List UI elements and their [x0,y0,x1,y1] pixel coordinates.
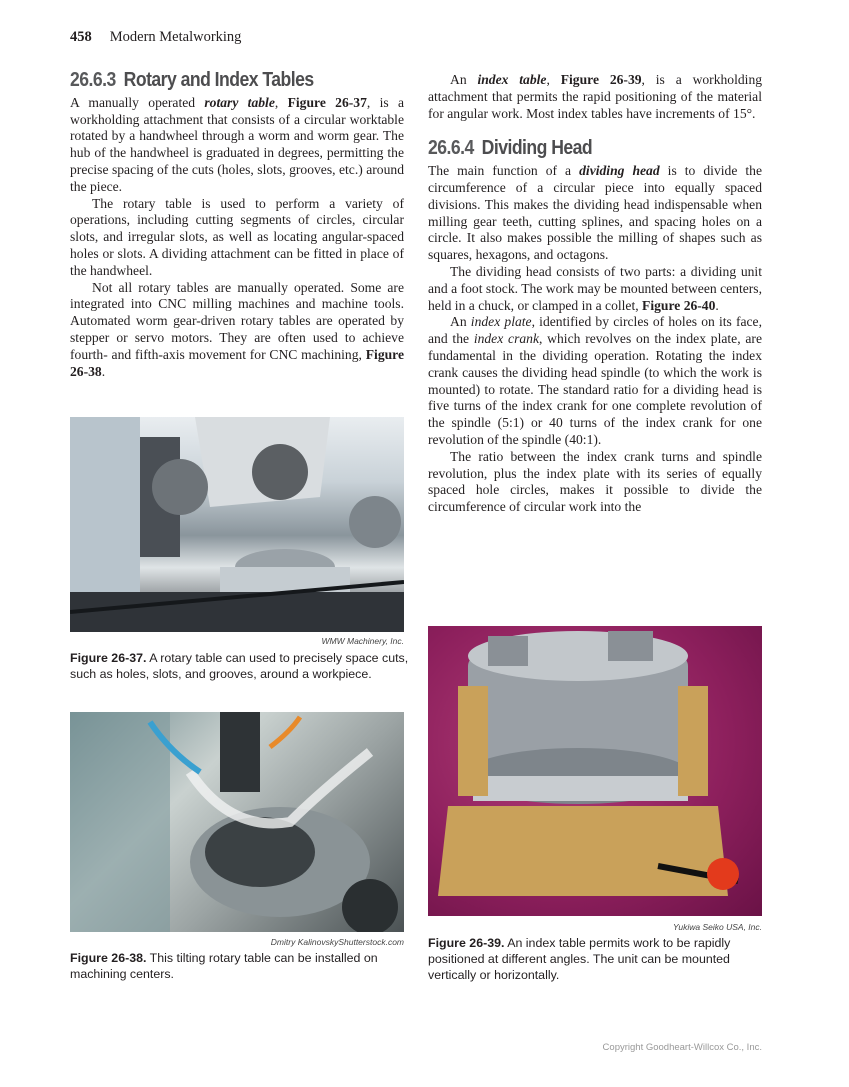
text-run: . [101,363,106,379]
heading-title: Dividing Head [481,137,593,160]
text-run: An [450,314,471,330]
figure-reference: Figure 26-38 [70,346,404,379]
figure-26-37-image [70,417,404,632]
text-run: , [274,94,288,110]
figure-26-39-image [428,626,762,916]
caption-text: A rotary table can used to precisely space cuts, such as holes, slots, and grooves, around a workpiece. [70,651,409,681]
body-paragraph [428,72,762,122]
running-header [70,29,241,46]
key-term: index plate [470,314,532,330]
key-term: index table [477,72,547,87]
text-run: The main function of a [428,163,580,179]
text-run: , is a workholding attachment that permits the rapid positioning of the material for angular work. Most index tables have increments of 15°. [428,72,763,121]
right-column [428,72,762,516]
section-heading-26-6-4 [428,137,722,160]
tilting-rotary-table-photo [70,712,404,932]
text-run: , is a workholding attachment that consists of a circular worktable rotated by a handwheel through a worm and worm gear. The hub of the handwheel is graduated in degrees, permitting the precise spacing of the cuts (holes, slots, grooves, etc.) around the piece. [70,94,405,194]
figure-26-38-caption [70,951,410,983]
figure-26-37-caption [70,651,410,683]
text-run: The rotary table is used to perform a variety of operations, including cutting segments of circles, circular slots, and irregular slots, as well as locating angular-spaced holes or slots. A dividing attachment can be fitted in place of the handwheel. [70,195,404,278]
heading-number: 26.6.3 [70,69,116,91]
figure-reference: Figure 26-39 [560,72,642,87]
left-body [70,95,404,381]
copyright-notice: Copyright Goodheart-Willcox Co., Inc. [602,1042,762,1053]
figure-label: Figure 26-37. [70,651,147,665]
text-run: The ratio between the index crank turns and spindle revolution, plus the index plate with its series of equally spaced hole circles, makes it possible to divide the circumference of circular work into the [428,448,762,515]
text-run: , [546,72,561,87]
left-column [70,69,405,380]
figure-label: Figure 26-38. [70,951,147,965]
index-table-photo [428,626,762,916]
body-paragraph [428,314,762,448]
key-term: dividing head [579,163,660,179]
figure-26-38-image [70,712,404,932]
page-number: 458 [70,29,92,45]
text-run: . [715,297,719,313]
figure-26-37-credit: WMW Machinery, Inc. [321,636,404,646]
figure-label: Figure 26-39. [428,936,505,950]
caption-text: This tilting rotary table can be installed on machining centers. [70,951,378,981]
right-intro [428,72,762,122]
key-term: index crank [473,331,539,347]
figure-26-39-caption [428,936,768,983]
body-paragraph [428,163,762,264]
section-heading-26-6-3 [70,69,364,91]
text-run: is to divide the circumference of a circular piece into equally spaced divisions. This makes the dividing head indispensable when milling gear teeth, cutting splines, and spacing holes on a circle. It also makes possible the milling of shapes such as squares, hexagons, and octagons. [428,163,762,263]
body-paragraph [428,449,762,516]
body-paragraph [70,196,404,280]
figure-reference: Figure 26-37 [287,94,367,110]
rotary-table-photo [70,417,404,632]
figure-26-39-credit: Yukiwa Seiko USA, Inc. [673,922,762,932]
text-run: The dividing head consists of two parts: a dividing unit and a foot stock. The work may be mounted between centers, held in a chuck, or clamped in a collet, [428,263,762,313]
figure-26-38-credit: Dmitry KalinovskyShutterstock.com [270,937,404,947]
key-term: rotary table [204,94,275,110]
caption-text: An index table permits work to be rapidly positioned at different angles. The unit can be mounted vertically or horizontally. [428,936,731,982]
book-title: Modern Metalworking [109,29,242,45]
text-run: A manually operated [70,94,205,110]
body-paragraph [428,264,762,314]
text-run: An [450,72,478,87]
text-run: Not all rotary tables are manually operated. Some are integrated into CNC milling machines and machine tools. Automated worm gear-driven rotary tables are operated by stepper or servo motors. They are often used to achieve fourth- and fifth-axis movement for CNC machining, [70,279,404,362]
heading-number: 26.6.4 [428,137,474,160]
text-run: , which revolves on the index plate, are fundamental in the dividing operation. Rotating the index crank causes the dividing head spindle (to which the work is mounted) to rotate. The standard ratio for a dividing head is five turns of the index crank for one complete revolution of the spindle (5:1) or 40 turns of the index crank for one revolution of the spindle (40:1). [428,331,762,447]
right-body [428,163,762,516]
heading-title: Rotary and Index Tables [123,69,314,91]
text-run: , identified by circles of holes on its face, and the [428,314,762,347]
figure-reference: Figure 26-40 [642,297,716,313]
body-paragraph [70,280,404,381]
body-paragraph [70,95,404,196]
